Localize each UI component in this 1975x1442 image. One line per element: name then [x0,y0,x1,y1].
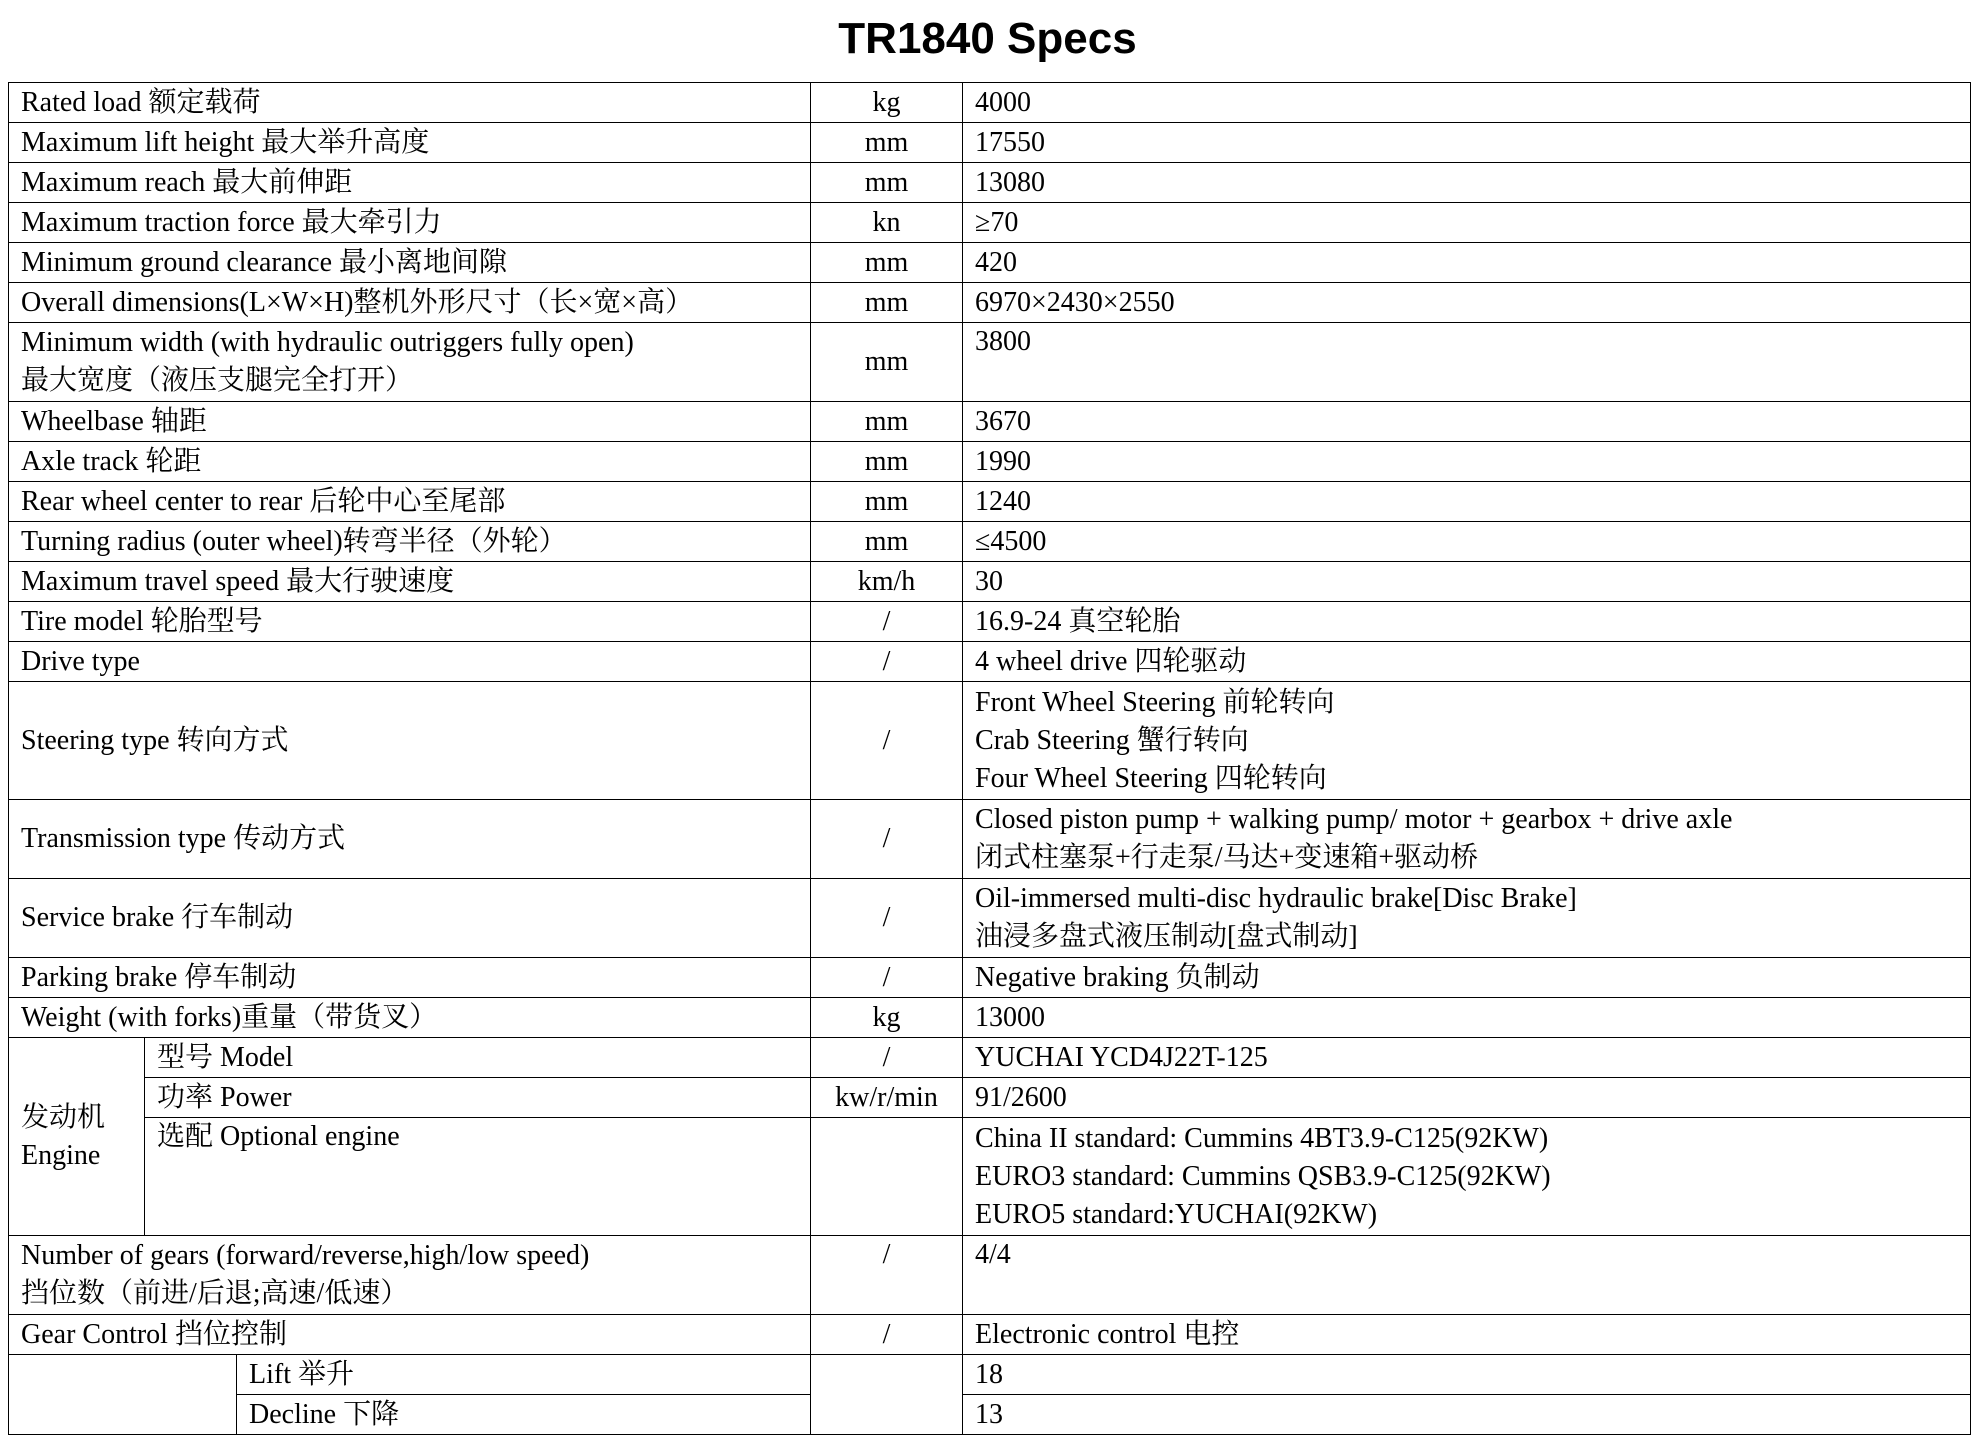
row-unit: mm [811,323,963,402]
row-unit: kg [811,83,963,123]
table-row [9,642,1971,682]
row-unit [811,1118,963,1236]
row-label-line: 最大宽度（液压支腿完全打开） [21,365,414,396]
row-label: Transmission type 传动方式 [9,800,811,879]
table-row [9,243,1971,283]
row-unit: mm [811,442,963,482]
row-label: Maximum travel speed 最大行驶速度 [9,562,811,602]
row-value: 13 [963,1395,1971,1435]
specs-table [8,82,1971,1435]
row-value: 6970×2430×2550 [963,283,1971,323]
row-label: Weight (with forks)重量（带货叉） [9,998,811,1038]
row-label: Maximum reach 最大前伸距 [9,163,811,203]
row-value [963,879,1971,958]
row-value [963,682,1971,800]
row-value-line: Four Wheel Steering 四轮转向 [975,762,1327,794]
table-row [9,83,1971,123]
row-unit: mm [811,482,963,522]
row-label: Minimum ground clearance 最小离地间隙 [9,243,811,283]
table-row [9,522,1971,562]
row-value-line: EURO5 standard:YUCHAI(92KW) [975,1198,1378,1230]
table-row [9,1078,1971,1118]
row-label: Maximum traction force 最大牵引力 [9,203,811,243]
row-value: 16.9-24 真空轮胎 [963,602,1971,642]
table-row [9,283,1971,323]
row-label: Drive type [9,642,811,682]
speed-row-label: Decline 下降 [237,1395,811,1435]
row-value: 3670 [963,402,1971,442]
row-label: Overall dimensions(L×W×H)整机外形尺寸（长×宽×高） [9,283,811,323]
row-unit: / [811,682,963,800]
row-value: 1240 [963,482,1971,522]
table-row [9,123,1971,163]
row-value: 4/4 [963,1236,1971,1315]
row-value-line: 油浸多盘式液压制动[盘式制动] [975,921,1358,952]
engine-row-label: 型号 Model [145,1038,811,1078]
table-row [9,1118,1971,1236]
row-unit: kw/r/min [811,1078,963,1118]
row-value [963,1118,1971,1236]
engine-group-label-line: Engine [21,1139,101,1171]
row-unit: / [811,602,963,642]
row-value: 91/2600 [963,1078,1971,1118]
row-unit: kn [811,203,963,243]
row-value-line: Closed piston pump + walking pump/ motor + gearbox + drive axle [975,804,1733,835]
engine-row-label: 选配 Optional engine [145,1118,811,1236]
table-row [9,1236,1971,1315]
row-label: Gear Control 挡位控制 [9,1315,811,1355]
table-row [9,442,1971,482]
row-value: 4 wheel drive 四轮驱动 [963,642,1971,682]
speed-group-label [9,1355,237,1435]
row-unit: km/h [811,562,963,602]
row-unit: / [811,642,963,682]
row-unit: mm [811,163,963,203]
row-value-line: Crab Steering 蟹行转向 [975,724,1249,756]
table-row [9,1355,1971,1395]
row-value: ≤4500 [963,522,1971,562]
row-value: Electronic control 电控 [963,1315,1971,1355]
row-unit: mm [811,123,963,163]
row-value-line: Front Wheel Steering 前轮转向 [975,686,1335,718]
row-value: 1990 [963,442,1971,482]
row-label: Maximum lift height 最大举升高度 [9,123,811,163]
engine-row-label: 功率 Power [145,1078,811,1118]
row-value: YUCHAI YCD4J22T-125 [963,1038,1971,1078]
table-row [9,800,1971,879]
row-value: 13080 [963,163,1971,203]
row-value: 420 [963,243,1971,283]
row-label: Rated load 额定载荷 [9,83,811,123]
row-unit: / [811,879,963,958]
row-label-line: Number of gears (forward/reverse,high/low speed) [21,1240,590,1271]
row-value: 30 [963,562,1971,602]
table-row [9,562,1971,602]
row-label: Parking brake 停车制动 [9,958,811,998]
row-unit: / [811,1038,963,1078]
table-row [9,323,1971,402]
row-label: Rear wheel center to rear 后轮中心至尾部 [9,482,811,522]
table-row [9,163,1971,203]
table-row [9,402,1971,442]
table-row [9,1315,1971,1355]
table-row [9,682,1971,800]
row-value: 3800 [963,323,1971,402]
table-row [9,602,1971,642]
row-label: Axle track 轮距 [9,442,811,482]
engine-group-label [9,1038,145,1236]
engine-group-label-line: 发动机 [21,1101,106,1133]
row-label: Tire model 轮胎型号 [9,602,811,642]
row-label-line: 挡位数（前进/后退;高速/低速） [21,1278,409,1309]
row-value-line: China II standard: Cummins 4BT3.9-C125(92KW) [975,1122,1549,1154]
row-unit: mm [811,243,963,283]
table-row [9,879,1971,958]
row-value: ≥70 [963,203,1971,243]
table-row [9,482,1971,522]
table-row [9,958,1971,998]
row-label: Service brake 行车制动 [9,879,811,958]
row-unit: / [811,1315,963,1355]
row-label: Steering type 转向方式 [9,682,811,800]
row-unit: / [811,800,963,879]
row-unit [811,1355,963,1435]
row-unit: mm [811,402,963,442]
row-unit: mm [811,522,963,562]
row-label [9,323,811,402]
row-value: 18 [963,1355,1971,1395]
row-unit: kg [811,998,963,1038]
row-unit: / [811,958,963,998]
speed-row-label: Lift 举升 [237,1355,811,1395]
page-title: TR1840 Specs [838,14,1137,63]
row-value: Negative braking 负制动 [963,958,1971,998]
row-label [9,1236,811,1315]
row-label: Turning radius (outer wheel)转弯半径（外轮） [9,522,811,562]
table-row [9,203,1971,243]
row-unit: mm [811,283,963,323]
row-value-line: Oil-immersed multi-disc hydraulic brake[Disc Brake] [975,883,1577,914]
row-label-line: Minimum width (with hydraulic outriggers fully open) [21,327,634,358]
row-unit: / [811,1236,963,1315]
table-row [9,1038,1971,1078]
table-row [9,998,1971,1038]
row-value-line: 闭式柱塞泵+行走泵/马达+变速箱+驱动桥 [975,842,1479,873]
row-value: 13000 [963,998,1971,1038]
row-value: 17550 [963,123,1971,163]
table-row [9,1395,1971,1435]
row-label: Wheelbase 轴距 [9,402,811,442]
row-value: 4000 [963,83,1971,123]
row-value-line: EURO3 standard: Cummins QSB3.9-C125(92KW) [975,1160,1551,1192]
row-value [963,800,1971,879]
